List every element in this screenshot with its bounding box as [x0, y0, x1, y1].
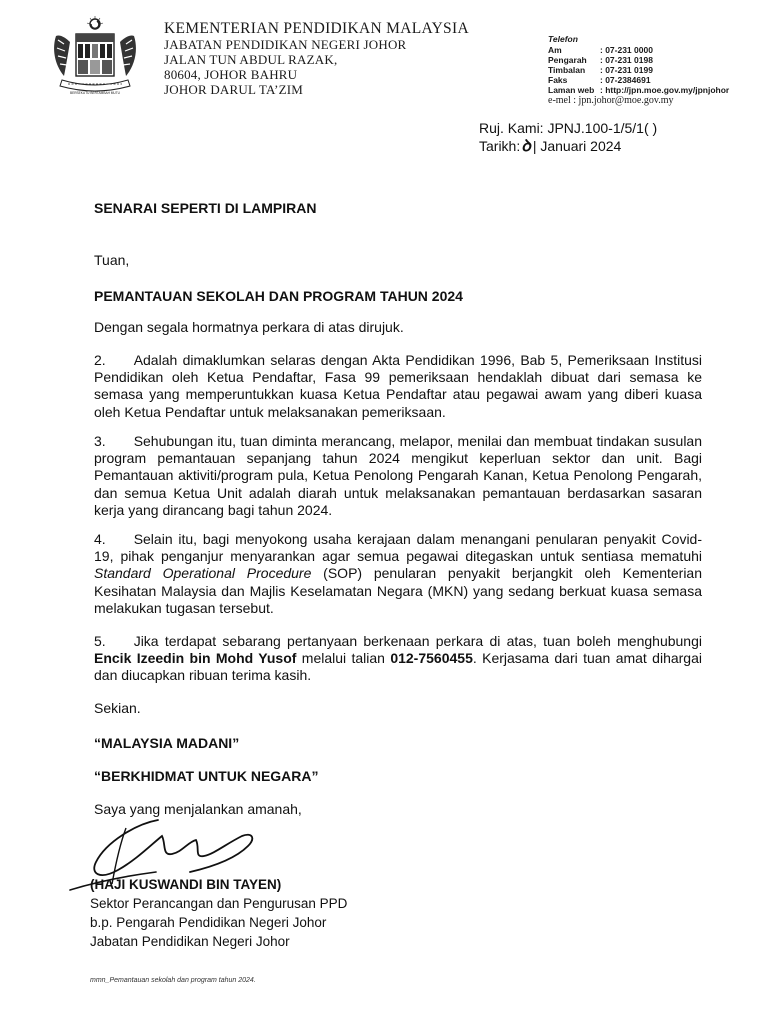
closing: Sekian. — [94, 700, 141, 716]
opening-line: Dengan segala hormatnya perkara di atas dirujuk. — [94, 319, 404, 335]
contact-label: Timbalan — [548, 65, 586, 75]
date-month-year: | Januari 2024 — [532, 138, 622, 154]
contact-value: : 07-231 0000 — [600, 45, 653, 55]
paragraph-2 — [94, 352, 702, 421]
amanah-line: Saya yang menjalankan amanah, — [94, 801, 302, 817]
contact-row — [548, 75, 729, 85]
paragraph-text: Selain itu, bagi menyokong usaha kerajaan dalam menangani penularan penyakit Covid-19, pihak penganjur menyarankan agar semua pegawai ditegaskan untuk sentiasa mematuhi — [94, 531, 702, 565]
department-name: JABATAN PENDIDIKAN NEGERI JOHOR — [164, 37, 407, 52]
signatory-sector: Sektor Perancangan dan Pengurusan PPD — [90, 896, 348, 911]
signatory-on-behalf: b.p. Pengarah Pendidikan Negeri Johor — [90, 915, 327, 930]
signatory-block — [90, 875, 347, 951]
contact-row — [548, 65, 729, 75]
organization-address — [164, 20, 469, 97]
contact-person-name: Encik Izeedin bin Mohd Yusof — [94, 650, 297, 667]
contact-value: : 07-231 0198 — [600, 55, 653, 65]
signatory-department: Jabatan Pendidikan Negeri Johor — [90, 934, 290, 949]
contact-value: : 07-231 0199 — [600, 65, 653, 75]
paragraph-3 — [94, 433, 702, 519]
address-line-street: JALAN TUN ABDUL RAZAK, — [164, 52, 338, 67]
contact-value: : 07-2384691 — [600, 75, 651, 85]
date-line — [479, 137, 657, 155]
address-line-state: JOHOR DARUL TA’ZIM — [164, 82, 304, 97]
recipient: SENARAI SEPERTI DI LAMPIRAN — [94, 200, 317, 216]
contact-label: Am — [548, 45, 562, 55]
paragraph-text: (SOP) penularan penyakit berjangkit oleh Kementerian Kesihatan Malaysia dan Majlis Keselamatan Negara (MKN) yang sedang berkuat kuasa semasa melakukan tugasan tersebut. — [94, 565, 703, 616]
sop-term: Standard Operational Procedure — [94, 565, 312, 582]
paragraph-4 — [94, 531, 702, 617]
motto-berkhidmat: “BERKHIDMAT UNTUK NEGARA” — [94, 768, 319, 784]
contact-label: Faks — [548, 75, 568, 85]
date-label: Tarikh: — [479, 138, 521, 154]
email-link[interactable]: e-mel : jpn.johor@moe.gov.my — [548, 95, 674, 106]
contact-label: Laman web — [548, 85, 595, 95]
reference-number: Ruj. Kami: JPNJ.100-1/5/1( ) — [479, 120, 658, 136]
ministry-name: KEMENTERIAN PENDIDIKAN MALAYSIA — [164, 20, 469, 37]
paragraph-text: melalui talian — [296, 650, 391, 667]
paragraph-number: 5. — [94, 633, 106, 649]
paragraph-text: Adalah dimaklumkan selaras dengan Akta Pendidikan 1996, Bab 5, Pemeriksaan Institusi Pendidikan oleh Ketua Pendaftar, Fasa 99 pemeriksaan hendaklah dibuat dari semasa ke semasa yang memperuntukkan kuasa Ketua Pendaftar atau pegawai awam yang diberi kuasa oleh Ketua Pendaftar untuk melaksanakan pemeriksaan. — [94, 352, 702, 420]
paragraph-number: 2. — [94, 352, 106, 368]
contact-row — [548, 45, 729, 55]
footer-filename: mmn_Pemantauan sekolah dan program tahun 2024. — [90, 977, 256, 984]
reference-block — [479, 120, 657, 155]
crest-caption: BERSEKUTU BERTAMBAH MUTU — [69, 91, 121, 95]
paragraph-number: 4. — [94, 531, 106, 547]
website-link[interactable]: : http://jpn.moe.gov.my/jpnjohor — [600, 85, 730, 95]
contact-heading: Telefon — [548, 34, 578, 44]
salutation: Tuan, — [94, 252, 130, 268]
paragraph-text: Jika terdapat sebarang pertanyaan berkenaan perkara di atas, tuan boleh menghubungi — [133, 633, 702, 649]
paragraph-5 — [94, 633, 702, 685]
contact-phone: 012-7560455 — [390, 650, 473, 667]
motto-malaysia-madani: “MALAYSIA MADANI” — [94, 735, 240, 751]
contact-row — [548, 85, 729, 95]
signatory-name: (HAJI KUSWANDI BIN TAYEN) — [90, 877, 282, 892]
paragraph-text: . Kerjasama dari tuan amat dihargai dan diucapkan ribuan terima kasih. — [94, 650, 702, 684]
contact-row — [548, 55, 729, 65]
subject-heading: PEMANTAUAN SEKOLAH DAN PROGRAM TAHUN 2024 — [94, 288, 463, 304]
handwritten-day: ꝺ — [521, 136, 531, 155]
contact-block — [548, 34, 729, 106]
address-line-postcode: 80604, JOHOR BAHRU — [164, 67, 298, 82]
paragraph-text: Sehubungan itu, tuan diminta merancang, melapor, menilai dan membuat tindakan susulan program pemantauan sepanjang tahun 2024 mengikut keperluan sektor dan unit. Bagi Pemantauan aktiviti/program pula, Ketua Penolong Pengarah Kanan, Ketua Penolong Pengarah, dan semua Ketua Unit adalah diarah untuk melaksanakan pemantauan berdasarkan sasaran kerja yang dirancang bagi tahun 2024. — [94, 433, 702, 518]
malaysia-coat-of-arms-logo — [48, 14, 142, 96]
paragraph-number: 3. — [94, 433, 106, 449]
contact-label: Pengarah — [548, 55, 587, 65]
